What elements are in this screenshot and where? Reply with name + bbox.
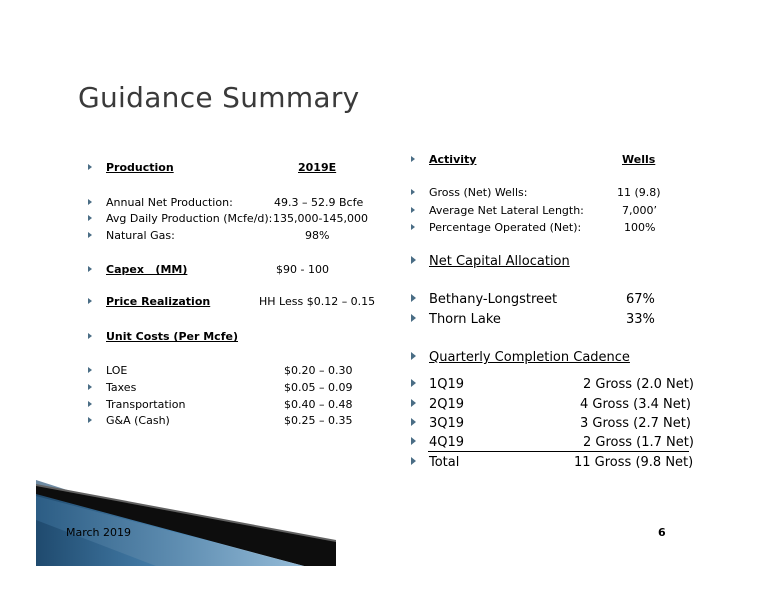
operated-label: Percentage Operated (Net): bbox=[429, 221, 582, 234]
bullet-icon bbox=[88, 298, 92, 304]
gross-label: Gross (Net) Wells: bbox=[429, 186, 528, 199]
footer-date: March 2019 bbox=[66, 526, 132, 539]
taxes-value: $0.05 – 0.09 bbox=[284, 381, 353, 394]
taxes-label: Taxes bbox=[106, 381, 137, 394]
production-col-label: 2019E bbox=[298, 161, 337, 174]
annual-value: 49.3 – 52.9 Bcfe bbox=[274, 196, 364, 209]
q1-row bbox=[411, 377, 464, 392]
thorn-value: 33% bbox=[626, 312, 655, 327]
avg-label: Avg Daily Production (Mcfe/d): bbox=[106, 212, 273, 225]
cadence-label: Quarterly Completion Cadence bbox=[429, 350, 630, 365]
loe-row bbox=[88, 364, 127, 377]
bullet-icon bbox=[88, 232, 92, 238]
price-row bbox=[88, 295, 210, 308]
unit-costs-row bbox=[88, 330, 238, 343]
capex-value: $90 - 100 bbox=[276, 263, 329, 276]
bullet-icon bbox=[88, 199, 92, 205]
avg-value: 135,000-145,000 bbox=[273, 212, 368, 225]
bullet-icon bbox=[411, 224, 415, 230]
price-label: Price Realization bbox=[106, 295, 211, 308]
q1-value: 2 Gross (2.0 Net) bbox=[583, 377, 694, 392]
operated-row bbox=[411, 221, 581, 234]
ga-label: G&A (Cash) bbox=[106, 414, 170, 427]
bethany-value: 67% bbox=[626, 292, 655, 307]
page-number: 6 bbox=[658, 526, 666, 539]
annual-row bbox=[88, 196, 233, 209]
price-value: HH Less $0.12 – 0.15 bbox=[259, 295, 376, 308]
gas-label: Natural Gas: bbox=[106, 229, 175, 242]
capital-label: Net Capital Allocation bbox=[429, 254, 570, 269]
bullet-icon bbox=[88, 266, 92, 272]
thorn-row bbox=[411, 312, 501, 327]
total-label: Total bbox=[429, 455, 460, 470]
gas-value: 98% bbox=[305, 229, 330, 242]
production-header bbox=[88, 161, 174, 174]
bullet-icon bbox=[411, 437, 416, 445]
q2-label: 2Q19 bbox=[429, 397, 465, 412]
capex-label: Capex (MM) bbox=[106, 263, 188, 276]
bullet-icon bbox=[88, 384, 92, 390]
bethany-label: Bethany-Longstreet bbox=[429, 292, 558, 307]
total-row bbox=[411, 455, 459, 470]
ga-value: $0.25 – 0.35 bbox=[284, 414, 353, 427]
transport-value: $0.40 – 0.48 bbox=[284, 398, 353, 411]
bullet-icon bbox=[411, 399, 416, 407]
activity-header bbox=[411, 153, 476, 166]
lateral-row bbox=[411, 204, 584, 217]
cadence-header bbox=[411, 350, 630, 365]
bethany-row bbox=[411, 292, 557, 307]
bullet-icon bbox=[411, 294, 416, 302]
bullet-icon bbox=[411, 189, 415, 195]
activity-label: Activity bbox=[429, 153, 477, 166]
lateral-label: Average Net Lateral Length: bbox=[429, 204, 584, 217]
q1-label: 1Q19 bbox=[429, 377, 465, 392]
transport-row bbox=[88, 398, 185, 411]
ga-row bbox=[88, 414, 170, 427]
bullet-icon bbox=[88, 367, 92, 373]
bullet-icon bbox=[411, 156, 415, 162]
production-label: Production bbox=[106, 161, 174, 174]
bullet-icon bbox=[411, 418, 416, 426]
loe-value: $0.20 – 0.30 bbox=[284, 364, 353, 377]
q4-label: 4Q19 bbox=[429, 435, 465, 450]
bullet-icon bbox=[88, 417, 92, 423]
q3-label: 3Q19 bbox=[429, 416, 465, 431]
total-value: 11 Gross (9.8 Net) bbox=[574, 455, 694, 470]
bullet-icon bbox=[411, 352, 416, 360]
total-divider bbox=[428, 451, 689, 452]
slide-title: Guidance Summary bbox=[78, 81, 360, 114]
operated-value: 100% bbox=[624, 221, 656, 234]
capex-row bbox=[88, 263, 187, 276]
bullet-icon bbox=[411, 379, 416, 387]
bullet-icon bbox=[411, 207, 415, 213]
q3-row bbox=[411, 416, 464, 431]
bullet-icon bbox=[88, 333, 92, 339]
bullet-icon bbox=[88, 215, 92, 221]
gross-value: 11 (9.8) bbox=[617, 186, 661, 199]
capital-header bbox=[411, 254, 570, 269]
annual-label: Annual Net Production: bbox=[106, 196, 233, 209]
bullet-icon bbox=[88, 164, 92, 170]
loe-label: LOE bbox=[106, 364, 128, 377]
q4-row bbox=[411, 435, 464, 450]
gas-row bbox=[88, 229, 175, 242]
taxes-row bbox=[88, 381, 136, 394]
bullet-icon bbox=[411, 314, 416, 322]
avg-row bbox=[88, 212, 272, 225]
unit-costs-label: Unit Costs (Per Mcfe) bbox=[106, 330, 238, 343]
bullet-icon bbox=[88, 401, 92, 407]
swoosh-decoration bbox=[36, 480, 336, 566]
q2-row bbox=[411, 397, 464, 412]
q3-value: 3 Gross (2.7 Net) bbox=[580, 416, 691, 431]
q4-value: 2 Gross (1.7 Net) bbox=[583, 435, 694, 450]
bullet-icon bbox=[411, 457, 416, 465]
bullet-icon bbox=[411, 256, 416, 264]
lateral-value: 7,000’ bbox=[622, 204, 657, 217]
q2-value: 4 Gross (3.4 Net) bbox=[580, 397, 691, 412]
thorn-label: Thorn Lake bbox=[429, 312, 501, 327]
transport-label: Transportation bbox=[106, 398, 186, 411]
gross-row bbox=[411, 186, 527, 199]
activity-col-label: Wells bbox=[622, 153, 656, 166]
